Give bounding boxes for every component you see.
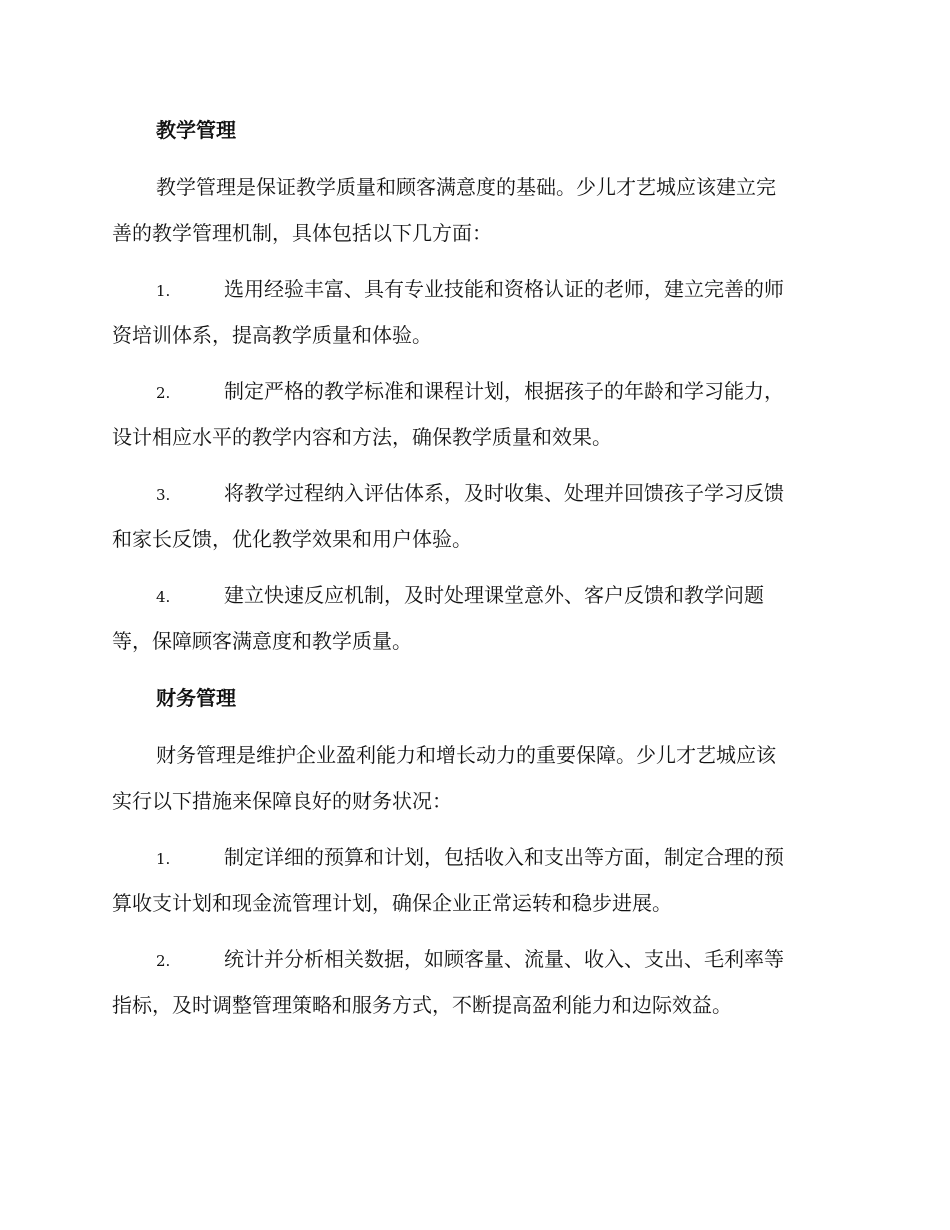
list-item-text: 选用经验丰富、具有专业技能和资格认证的老师，建立完善的师 bbox=[224, 277, 784, 301]
finance-list-item-2 bbox=[112, 936, 832, 1028]
list-item-text: 建立快速反应机制，及时处理课堂意外、客户反馈和教学问题 bbox=[224, 583, 764, 607]
finance-intro-paragraph bbox=[112, 732, 832, 824]
teaching-intro-line-1: 教学管理是保证教学质量和顾客满意度的基础。少儿才艺城应该建立完 bbox=[156, 175, 776, 199]
teaching-list-item-1 bbox=[112, 266, 832, 358]
teaching-intro-paragraph bbox=[112, 164, 832, 256]
list-item-text: 资培训体系，提高教学质量和体验。 bbox=[112, 323, 432, 347]
teaching-list-item-3 bbox=[112, 470, 832, 562]
list-item-text: 制定严格的教学标准和课程计划，根据孩子的年龄和学习能力， bbox=[224, 379, 784, 403]
list-item-text: 制定详细的预算和计划，包括收入和支出等方面，制定合理的预 bbox=[224, 845, 784, 869]
section-heading-teaching: 教学管理 bbox=[156, 118, 236, 142]
list-item-text: 统计并分析相关数据，如顾客量、流量、收入、支出、毛利率等 bbox=[224, 947, 784, 971]
list-item-text: 和家长反馈，优化教学效果和用户体验。 bbox=[112, 527, 472, 551]
section-heading-finance: 财务管理 bbox=[156, 686, 236, 710]
list-number: 1. bbox=[156, 282, 171, 300]
list-item-text: 将教学过程纳入评估体系，及时收集、处理并回馈孩子学习反馈 bbox=[224, 481, 784, 505]
list-number: 3. bbox=[156, 486, 171, 504]
finance-intro-line-1: 财务管理是维护企业盈利能力和增长动力的重要保障。少儿才艺城应该 bbox=[156, 743, 776, 767]
teaching-intro-line-2: 善的教学管理机制，具体包括以下几方面： bbox=[112, 221, 492, 245]
list-number: 2. bbox=[156, 384, 171, 402]
teaching-list-item-2 bbox=[112, 368, 832, 460]
list-item-text: 指标，及时调整管理策略和服务方式，不断提高盈利能力和边际效益。 bbox=[112, 993, 732, 1017]
list-item-text: 算收支计划和现金流管理计划，确保企业正常运转和稳步进展。 bbox=[112, 891, 672, 915]
list-number: 2. bbox=[156, 952, 171, 970]
finance-list-item-1 bbox=[112, 834, 832, 926]
teaching-list-item-4 bbox=[112, 572, 832, 664]
finance-intro-line-2: 实行以下措施来保障良好的财务状况： bbox=[112, 789, 452, 813]
list-number: 1. bbox=[156, 850, 171, 868]
list-number: 4. bbox=[156, 588, 171, 606]
list-item-text: 设计相应水平的教学内容和方法，确保教学质量和效果。 bbox=[112, 425, 612, 449]
list-item-text: 等，保障顾客满意度和教学质量。 bbox=[112, 629, 412, 653]
